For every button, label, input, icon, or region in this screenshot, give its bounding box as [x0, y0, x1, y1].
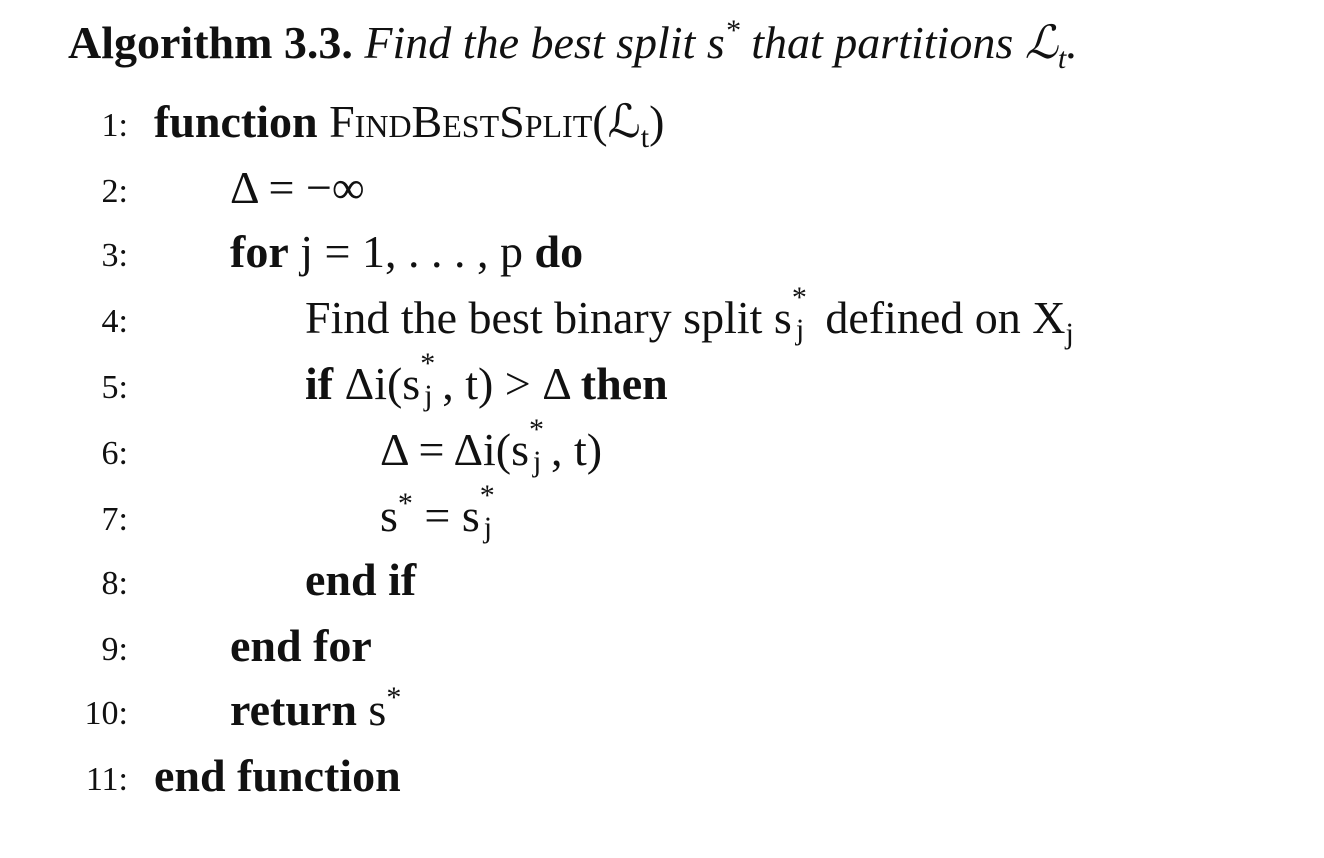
line-number: 6: [101, 435, 128, 472]
line-number: 9: [101, 631, 128, 668]
algorithm-line-7 [0, 479, 1324, 546]
split-index-stack [420, 347, 442, 412]
loop-range: j = 1, . . . , p [288, 226, 535, 277]
subscript-j: j [533, 445, 542, 478]
algorithm-line-5 [0, 347, 1324, 414]
line-code [380, 413, 603, 480]
line-code [154, 92, 664, 152]
caption-set-subscript: t [1057, 42, 1067, 75]
line-number: 3: [101, 237, 128, 274]
superscript-star: * [420, 347, 436, 380]
algorithm-line-10 [0, 680, 1324, 740]
algorithm-line-2 [0, 158, 1324, 218]
condition-text-post: , t) > Δ [442, 358, 581, 409]
superscript-star: * [791, 281, 807, 314]
subscript-j: j [424, 379, 433, 412]
line-number: 2: [101, 173, 128, 210]
keyword-end-function: end function [154, 750, 401, 801]
algorithm-line-4 [0, 281, 1324, 350]
lhs-star: * [397, 487, 413, 520]
statement-text: Find the best binary split s [305, 292, 792, 343]
algorithm-line-8 [0, 550, 1324, 610]
algorithm-label: Algorithm 3.3. [68, 17, 353, 68]
assignment-text: Δ = Δi(s [380, 424, 530, 475]
line-number: 8: [101, 565, 128, 602]
assignment-eq: = s [412, 490, 480, 541]
line-code [305, 347, 668, 414]
keyword-end-for: end for [230, 620, 372, 671]
keyword-for: for [230, 226, 289, 277]
line-number: 1: [101, 107, 128, 144]
line-code [230, 680, 401, 740]
caption-set-symbol: ℒ [1024, 17, 1058, 68]
arg-subscript: t [640, 121, 650, 154]
variable-subscript: j [1065, 317, 1074, 350]
keyword-then: then [580, 358, 668, 409]
split-index-stack [529, 413, 551, 478]
keyword-do: do [534, 226, 584, 277]
algorithm-line-1 [0, 92, 1324, 152]
arg-close: ) [649, 96, 665, 147]
keyword-if: if [305, 358, 334, 409]
algorithm-line-11 [0, 746, 1324, 806]
keyword-end-if: end if [305, 554, 417, 605]
algorithm-line-9 [0, 616, 1324, 676]
algorithm-caption [68, 14, 1078, 75]
line-code [380, 479, 502, 546]
return-star: * [386, 681, 402, 714]
assignment-text-post: , t) [551, 424, 603, 475]
line-number: 4: [101, 303, 128, 340]
subscript-j: j [795, 313, 805, 346]
function-name: FindBestSplit [329, 96, 593, 147]
arg-open: ( [592, 96, 608, 147]
keyword-return: return [230, 684, 357, 735]
split-index-stack [791, 281, 814, 346]
statement-text-post: defined on X [813, 292, 1066, 343]
caption-text-mid: that partitions [739, 17, 1025, 68]
line-code: Δ = −∞ [230, 162, 365, 213]
assignment-lhs: s [380, 490, 398, 541]
subscript-j: j [483, 511, 493, 544]
caption-star: * [724, 14, 740, 47]
keyword-function: function [154, 96, 318, 147]
superscript-star: * [479, 479, 495, 512]
line-number: 10: [84, 695, 128, 732]
arg-set-symbol: ℒ [607, 96, 641, 147]
caption-period: . [1066, 17, 1078, 68]
algorithm-description [364, 14, 1078, 75]
line-number: 11: [85, 761, 128, 798]
condition-text: Δi(s [333, 358, 421, 409]
line-number: 7: [101, 501, 128, 538]
line-number: 5: [101, 369, 128, 406]
return-value: s [356, 684, 387, 735]
algorithm-line-6 [0, 413, 1324, 480]
line-code [305, 281, 1074, 350]
algorithm-line-3 [0, 222, 1324, 282]
superscript-star: * [529, 413, 545, 446]
caption-text-pre: Find the best split s [364, 17, 725, 68]
line-code [230, 222, 583, 282]
split-index-stack [479, 479, 502, 544]
